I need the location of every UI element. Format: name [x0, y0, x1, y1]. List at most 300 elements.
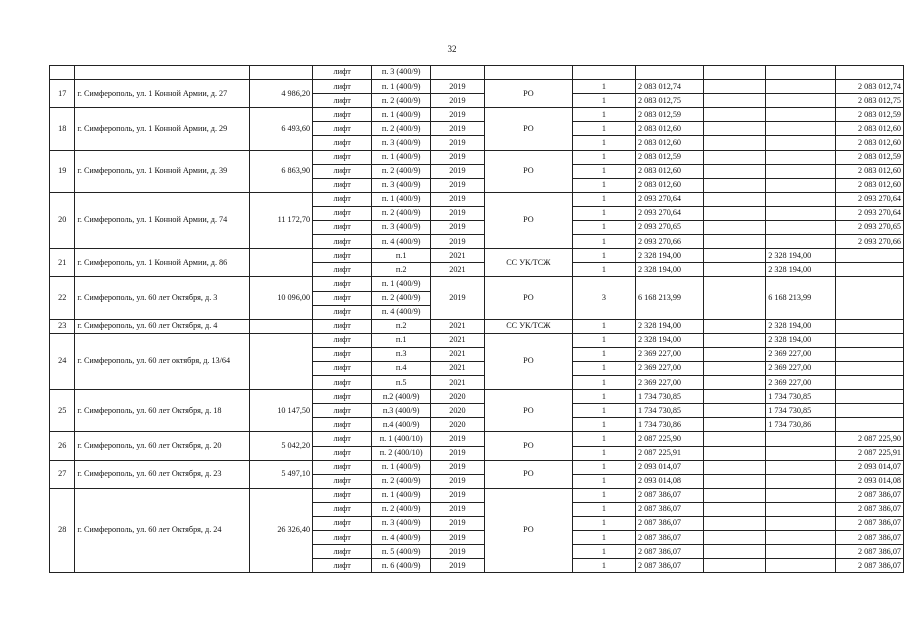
row-number-cell: 28 [50, 488, 75, 573]
equipment-type-cell: лифт [313, 235, 372, 249]
entrance-cell: п. 3 (400/9) [372, 517, 431, 531]
year-cell: 2019 [430, 80, 484, 94]
entrance-cell: п.5 [372, 376, 431, 390]
equipment-type-cell: лифт [313, 432, 372, 446]
row-number-cell [50, 66, 75, 80]
year-cell: 2021 [430, 249, 484, 263]
equipment-type-cell: лифт [313, 319, 372, 333]
table-row [50, 488, 904, 502]
row-number-cell: 22 [50, 277, 75, 319]
table-row [50, 108, 904, 122]
table-row [50, 150, 904, 164]
cost-col-1-cell [703, 80, 766, 94]
year-cell: 2019 [430, 136, 484, 150]
total-cost-cell: 6 168 213,99 [636, 277, 704, 319]
total-cost-cell: 1 734 730,86 [636, 418, 704, 432]
cost-col-2-cell [766, 178, 835, 192]
quantity-cell: 1 [572, 446, 635, 460]
table-row [50, 80, 904, 94]
table-row [50, 390, 904, 404]
cost-col-2-cell [766, 474, 835, 488]
row-number-cell: 24 [50, 333, 75, 389]
entrance-cell: п. 1 (400/9) [372, 80, 431, 94]
cost-col-3-cell [835, 249, 904, 263]
entrance-cell: п. 2 (400/9) [372, 291, 431, 305]
cost-col-2-cell: 1 734 730,85 [766, 390, 835, 404]
entrance-cell: п.2 [372, 263, 431, 277]
area-cell: 5 042,20 [250, 432, 313, 460]
address-cell: г. Симферополь, ул. 1 Конной Армии, д. 39 [75, 150, 250, 192]
cost-col-2-cell: 2 328 194,00 [766, 333, 835, 347]
cost-col-2-cell [766, 545, 835, 559]
year-cell: 2019 [430, 122, 484, 136]
equipment-type-cell: лифт [313, 333, 372, 347]
entrance-cell: п. 1 (400/9) [372, 150, 431, 164]
total-cost-cell: 2 087 386,07 [636, 517, 704, 531]
cost-col-3-cell: 2 083 012,60 [835, 164, 904, 178]
cost-col-1-cell [703, 94, 766, 108]
equipment-type-cell: лифт [313, 390, 372, 404]
cost-col-2-cell [766, 446, 835, 460]
equipment-type-cell: лифт [313, 192, 372, 206]
cost-col-1-cell [703, 531, 766, 545]
cost-col-1-cell [703, 545, 766, 559]
cost-col-3-cell: 2 093 270,66 [835, 235, 904, 249]
equipment-type-cell: лифт [313, 488, 372, 502]
cost-col-3-cell: 2 083 012,75 [835, 94, 904, 108]
year-cell: 2019 [430, 206, 484, 220]
cost-col-2-cell [766, 80, 835, 94]
year-cell: 2019 [430, 108, 484, 122]
entrance-cell: п.2 (400/9) [372, 390, 431, 404]
cost-col-3-cell [835, 263, 904, 277]
entrance-cell: п. 2 (400/9) [372, 94, 431, 108]
area-cell: 4 986,20 [250, 80, 313, 108]
equipment-type-cell: лифт [313, 150, 372, 164]
quantity-cell: 1 [572, 347, 635, 361]
cost-col-1-cell [703, 559, 766, 573]
cost-col-1-cell [703, 474, 766, 488]
entrance-cell: п. 3 (400/9) [372, 136, 431, 150]
quantity-cell: 1 [572, 531, 635, 545]
quantity-cell: 1 [572, 432, 635, 446]
row-number-cell: 20 [50, 192, 75, 248]
cost-col-3-cell: 2 083 012,60 [835, 136, 904, 150]
year-cell: 2019 [430, 488, 484, 502]
equipment-type-cell: лифт [313, 347, 372, 361]
row-number-cell: 21 [50, 249, 75, 277]
year-cell: 2019 [430, 150, 484, 164]
cost-col-1-cell [703, 404, 766, 418]
cost-col-3-cell: 2 087 386,07 [835, 517, 904, 531]
cost-col-1-cell [703, 164, 766, 178]
entrance-cell: п.4 (400/9) [372, 418, 431, 432]
row-number-cell: 26 [50, 432, 75, 460]
total-cost-cell: 2 083 012,59 [636, 150, 704, 164]
equipment-type-cell: лифт [313, 221, 372, 235]
cost-col-1-cell [703, 390, 766, 404]
cost-col-2-cell [766, 432, 835, 446]
cost-col-1-cell [703, 108, 766, 122]
funding-kind-cell [484, 66, 572, 80]
address-cell: г. Симферополь, ул. 1 Конной Армии, д. 27 [75, 80, 250, 108]
cost-col-1-cell [703, 136, 766, 150]
total-cost-cell: 2 087 225,91 [636, 446, 704, 460]
equipment-type-cell: лифт [313, 263, 372, 277]
quantity-cell: 1 [572, 517, 635, 531]
cost-col-3-cell [835, 404, 904, 418]
funding-kind-cell: СС УК/ТСЖ [484, 249, 572, 277]
funding-kind-cell: РО [484, 488, 572, 573]
total-cost-cell: 2 083 012,59 [636, 108, 704, 122]
cost-col-2-cell [766, 221, 835, 235]
address-cell: г. Симферополь, ул. 60 лет Октября, д. 20 [75, 432, 250, 460]
funding-kind-cell: РО [484, 460, 572, 488]
cost-col-2-cell: 2 328 194,00 [766, 263, 835, 277]
equipment-type-cell: лифт [313, 559, 372, 573]
quantity-cell: 1 [572, 108, 635, 122]
cost-col-3-cell: 2 093 270,64 [835, 206, 904, 220]
cost-col-2-cell: 1 734 730,85 [766, 404, 835, 418]
table-row [50, 432, 904, 446]
quantity-cell: 1 [572, 94, 635, 108]
quantity-cell: 1 [572, 361, 635, 375]
equipment-type-cell: лифт [313, 178, 372, 192]
row-number-cell: 23 [50, 319, 75, 333]
equipment-type-cell: лифт [313, 136, 372, 150]
entrance-cell: п. 4 (400/9) [372, 235, 431, 249]
area-cell [250, 249, 313, 277]
cost-col-2-cell [766, 502, 835, 516]
total-cost-cell: 2 093 014,07 [636, 460, 704, 474]
quantity-cell [572, 66, 635, 80]
entrance-cell: п. 1 (400/9) [372, 192, 431, 206]
table-row [50, 319, 904, 333]
cost-col-3-cell: 2 087 225,91 [835, 446, 904, 460]
cost-col-3-cell: 2 087 386,07 [835, 502, 904, 516]
total-cost-cell: 2 093 270,66 [636, 235, 704, 249]
table-row [50, 333, 904, 347]
cost-col-1-cell [703, 517, 766, 531]
cost-col-2-cell [766, 136, 835, 150]
equipment-type-cell: лифт [313, 361, 372, 375]
table-row [50, 460, 904, 474]
quantity-cell: 1 [572, 319, 635, 333]
funding-kind-cell: РО [484, 150, 572, 192]
cost-col-3-cell [835, 361, 904, 375]
total-cost-cell [636, 66, 704, 80]
year-cell: 2021 [430, 333, 484, 347]
address-cell: г. Симферополь, ул. 60 лет Октября, д. 4 [75, 319, 250, 333]
cost-col-2-cell [766, 66, 835, 80]
equipment-type-cell: лифт [313, 291, 372, 305]
equipment-type-cell: лифт [313, 502, 372, 516]
cost-col-2-cell [766, 122, 835, 136]
equipment-type-cell: лифт [313, 418, 372, 432]
funding-kind-cell: РО [484, 277, 572, 319]
address-cell: г. Симферополь, ул. 60 лет Октября, д. 3 [75, 277, 250, 319]
cost-col-3-cell: 2 087 386,07 [835, 531, 904, 545]
cost-col-1-cell [703, 376, 766, 390]
quantity-cell: 1 [572, 460, 635, 474]
cost-col-3-cell: 2 093 270,65 [835, 221, 904, 235]
entrance-cell: п. 2 (400/9) [372, 206, 431, 220]
quantity-cell: 1 [572, 80, 635, 94]
cost-col-2-cell [766, 192, 835, 206]
cost-col-3-cell: 2 087 386,07 [835, 559, 904, 573]
cost-col-3-cell [835, 376, 904, 390]
cost-col-1-cell [703, 178, 766, 192]
cost-col-1-cell [703, 150, 766, 164]
cost-col-2-cell [766, 235, 835, 249]
address-cell: г. Симферополь, ул. 60 лет Октября, д. 18 [75, 390, 250, 432]
year-cell: 2021 [430, 319, 484, 333]
cost-col-2-cell [766, 108, 835, 122]
funding-kind-cell: РО [484, 390, 572, 432]
cost-col-2-cell [766, 559, 835, 573]
cost-col-3-cell: 2 087 386,07 [835, 488, 904, 502]
cost-col-2-cell [766, 94, 835, 108]
cost-col-3-cell [835, 277, 904, 319]
cost-col-3-cell: 2 093 014,07 [835, 460, 904, 474]
total-cost-cell: 2 328 194,00 [636, 333, 704, 347]
quantity-cell: 1 [572, 418, 635, 432]
cost-col-2-cell [766, 206, 835, 220]
funding-kind-cell: РО [484, 108, 572, 150]
area-cell: 26 326,40 [250, 488, 313, 573]
equipment-type-cell: лифт [313, 517, 372, 531]
cost-col-2-cell: 2 328 194,00 [766, 249, 835, 263]
year-cell [430, 66, 484, 80]
year-cell: 2019 [430, 164, 484, 178]
year-cell: 2019 [430, 545, 484, 559]
quantity-cell: 1 [572, 249, 635, 263]
equipment-type-cell: лифт [313, 80, 372, 94]
quantity-cell: 1 [572, 235, 635, 249]
total-cost-cell: 2 093 270,64 [636, 192, 704, 206]
total-cost-cell: 2 093 014,08 [636, 474, 704, 488]
funding-kind-cell: РО [484, 333, 572, 389]
cost-col-1-cell [703, 277, 766, 319]
total-cost-cell: 1 734 730,85 [636, 404, 704, 418]
table-row [50, 192, 904, 206]
year-cell: 2020 [430, 418, 484, 432]
cost-col-3-cell [835, 418, 904, 432]
equipment-type-cell: лифт [313, 94, 372, 108]
quantity-cell: 1 [572, 404, 635, 418]
cost-col-2-cell [766, 517, 835, 531]
cost-col-3-cell [835, 319, 904, 333]
entrance-cell: п. 5 (400/9) [372, 545, 431, 559]
entrance-cell: п. 4 (400/9) [372, 531, 431, 545]
equipment-type-cell: лифт [313, 531, 372, 545]
entrance-cell: п. 4 (400/9) [372, 305, 431, 319]
quantity-cell: 1 [572, 545, 635, 559]
quantity-cell: 1 [572, 559, 635, 573]
cost-col-2-cell [766, 150, 835, 164]
equipment-type-cell: лифт [313, 122, 372, 136]
entrance-cell: п. 2 (400/10) [372, 446, 431, 460]
quantity-cell: 1 [572, 263, 635, 277]
cost-col-1-cell [703, 347, 766, 361]
entrance-cell: п. 1 (400/9) [372, 488, 431, 502]
cost-col-2-cell: 1 734 730,86 [766, 418, 835, 432]
cost-col-1-cell [703, 488, 766, 502]
address-cell: г. Симферополь, ул. 60 лет Октября, д. 23 [75, 460, 250, 488]
table-row [50, 249, 904, 263]
cost-col-3-cell: 2 093 014,08 [835, 474, 904, 488]
entrance-cell: п.3 (400/9) [372, 404, 431, 418]
cost-col-1-cell [703, 418, 766, 432]
cost-col-1-cell [703, 263, 766, 277]
year-cell: 2021 [430, 361, 484, 375]
year-cell: 2019 [430, 192, 484, 206]
equipment-type-cell: лифт [313, 474, 372, 488]
quantity-cell: 1 [572, 221, 635, 235]
quantity-cell: 1 [572, 488, 635, 502]
total-cost-cell: 2 369 227,00 [636, 376, 704, 390]
table-row [50, 277, 904, 291]
address-cell: г. Симферополь, ул. 1 Конной Армии, д. 29 [75, 108, 250, 150]
total-cost-cell: 2 328 194,00 [636, 249, 704, 263]
quantity-cell: 1 [572, 376, 635, 390]
cost-col-3-cell: 2 083 012,74 [835, 80, 904, 94]
table-row [50, 66, 904, 80]
total-cost-cell: 2 083 012,74 [636, 80, 704, 94]
quantity-cell: 1 [572, 474, 635, 488]
funding-kind-cell: РО [484, 80, 572, 108]
quantity-cell: 1 [572, 390, 635, 404]
row-number-cell: 19 [50, 150, 75, 192]
table-body [50, 66, 904, 573]
cost-col-3-cell [835, 66, 904, 80]
year-cell: 2019 [430, 277, 484, 319]
total-cost-cell: 2 087 386,07 [636, 488, 704, 502]
cost-col-1-cell [703, 192, 766, 206]
cost-col-3-cell [835, 347, 904, 361]
year-cell: 2019 [430, 446, 484, 460]
row-number-cell: 18 [50, 108, 75, 150]
total-cost-cell: 2 087 386,07 [636, 545, 704, 559]
total-cost-cell: 2 328 194,00 [636, 263, 704, 277]
equipment-type-cell: лифт [313, 305, 372, 319]
entrance-cell: п. 1 (400/9) [372, 108, 431, 122]
row-number-cell: 17 [50, 80, 75, 108]
entrance-cell: п. 3 (400/9) [372, 178, 431, 192]
quantity-cell: 1 [572, 502, 635, 516]
cost-col-3-cell: 2 083 012,60 [835, 178, 904, 192]
equipment-type-cell: лифт [313, 404, 372, 418]
year-cell: 2019 [430, 502, 484, 516]
area-cell: 5 497,10 [250, 460, 313, 488]
row-number-cell: 27 [50, 460, 75, 488]
cost-col-1-cell [703, 122, 766, 136]
area-cell: 6 493,60 [250, 108, 313, 150]
entrance-cell: п.3 [372, 347, 431, 361]
area-cell [250, 66, 313, 80]
entrance-cell: п.2 [372, 319, 431, 333]
quantity-cell: 1 [572, 136, 635, 150]
total-cost-cell: 2 083 012,60 [636, 164, 704, 178]
entrance-cell: п. 1 (400/10) [372, 432, 431, 446]
lift-register-table [49, 65, 904, 573]
entrance-cell: п.4 [372, 361, 431, 375]
cost-col-2-cell: 6 168 213,99 [766, 277, 835, 319]
entrance-cell: п. 1 (400/9) [372, 460, 431, 474]
year-cell: 2019 [430, 221, 484, 235]
total-cost-cell: 2 083 012,60 [636, 122, 704, 136]
funding-kind-cell: СС УК/ТСЖ [484, 319, 572, 333]
cost-col-1-cell [703, 319, 766, 333]
cost-col-2-cell [766, 460, 835, 474]
cost-col-1-cell [703, 66, 766, 80]
page-number: 32 [447, 44, 457, 54]
total-cost-cell: 2 087 386,07 [636, 531, 704, 545]
cost-col-1-cell [703, 249, 766, 263]
cost-col-1-cell [703, 446, 766, 460]
total-cost-cell: 2 369 227,00 [636, 361, 704, 375]
equipment-type-cell: лифт [313, 460, 372, 474]
address-cell: г. Симферополь, ул. 1 Конной Армии, д. 74 [75, 192, 250, 248]
quantity-cell: 1 [572, 122, 635, 136]
entrance-cell: п. 2 (400/9) [372, 122, 431, 136]
equipment-type-cell: лифт [313, 545, 372, 559]
total-cost-cell: 2 083 012,60 [636, 136, 704, 150]
cost-col-1-cell [703, 333, 766, 347]
equipment-type-cell: лифт [313, 446, 372, 460]
quantity-cell: 1 [572, 150, 635, 164]
total-cost-cell: 2 083 012,60 [636, 178, 704, 192]
entrance-cell: п. 2 (400/9) [372, 164, 431, 178]
area-cell: 10 147,50 [250, 390, 313, 432]
total-cost-cell: 2 093 270,64 [636, 206, 704, 220]
year-cell: 2019 [430, 531, 484, 545]
cost-col-1-cell [703, 361, 766, 375]
year-cell: 2019 [430, 178, 484, 192]
address-cell: г. Симферополь, ул. 1 Конной Армии, д. 86 [75, 249, 250, 277]
equipment-type-cell: лифт [313, 249, 372, 263]
cost-col-3-cell: 2 087 386,07 [835, 545, 904, 559]
area-cell [250, 319, 313, 333]
cost-col-1-cell [703, 206, 766, 220]
year-cell: 2019 [430, 559, 484, 573]
cost-col-3-cell: 2 083 012,60 [835, 122, 904, 136]
total-cost-cell: 2 369 227,00 [636, 347, 704, 361]
entrance-cell: п.1 [372, 333, 431, 347]
total-cost-cell: 2 087 386,07 [636, 559, 704, 573]
cost-col-3-cell: 2 083 012,59 [835, 150, 904, 164]
entrance-cell: п. 2 (400/9) [372, 502, 431, 516]
quantity-cell: 3 [572, 277, 635, 319]
cost-col-2-cell [766, 488, 835, 502]
year-cell: 2020 [430, 404, 484, 418]
year-cell: 2019 [430, 517, 484, 531]
entrance-cell: п. 1 (400/9) [372, 277, 431, 291]
equipment-type-cell: лифт [313, 108, 372, 122]
total-cost-cell: 1 734 730,85 [636, 390, 704, 404]
equipment-type-cell: лифт [313, 66, 372, 80]
area-cell: 10 096,00 [250, 277, 313, 319]
funding-kind-cell: РО [484, 192, 572, 248]
quantity-cell: 1 [572, 192, 635, 206]
cost-col-1-cell [703, 235, 766, 249]
total-cost-cell: 2 093 270,65 [636, 221, 704, 235]
year-cell: 2019 [430, 432, 484, 446]
equipment-type-cell: лифт [313, 376, 372, 390]
cost-col-3-cell: 2 087 225,90 [835, 432, 904, 446]
address-cell: г. Симферополь, ул. 60 лет Октября, д. 24 [75, 488, 250, 573]
total-cost-cell: 2 087 225,90 [636, 432, 704, 446]
